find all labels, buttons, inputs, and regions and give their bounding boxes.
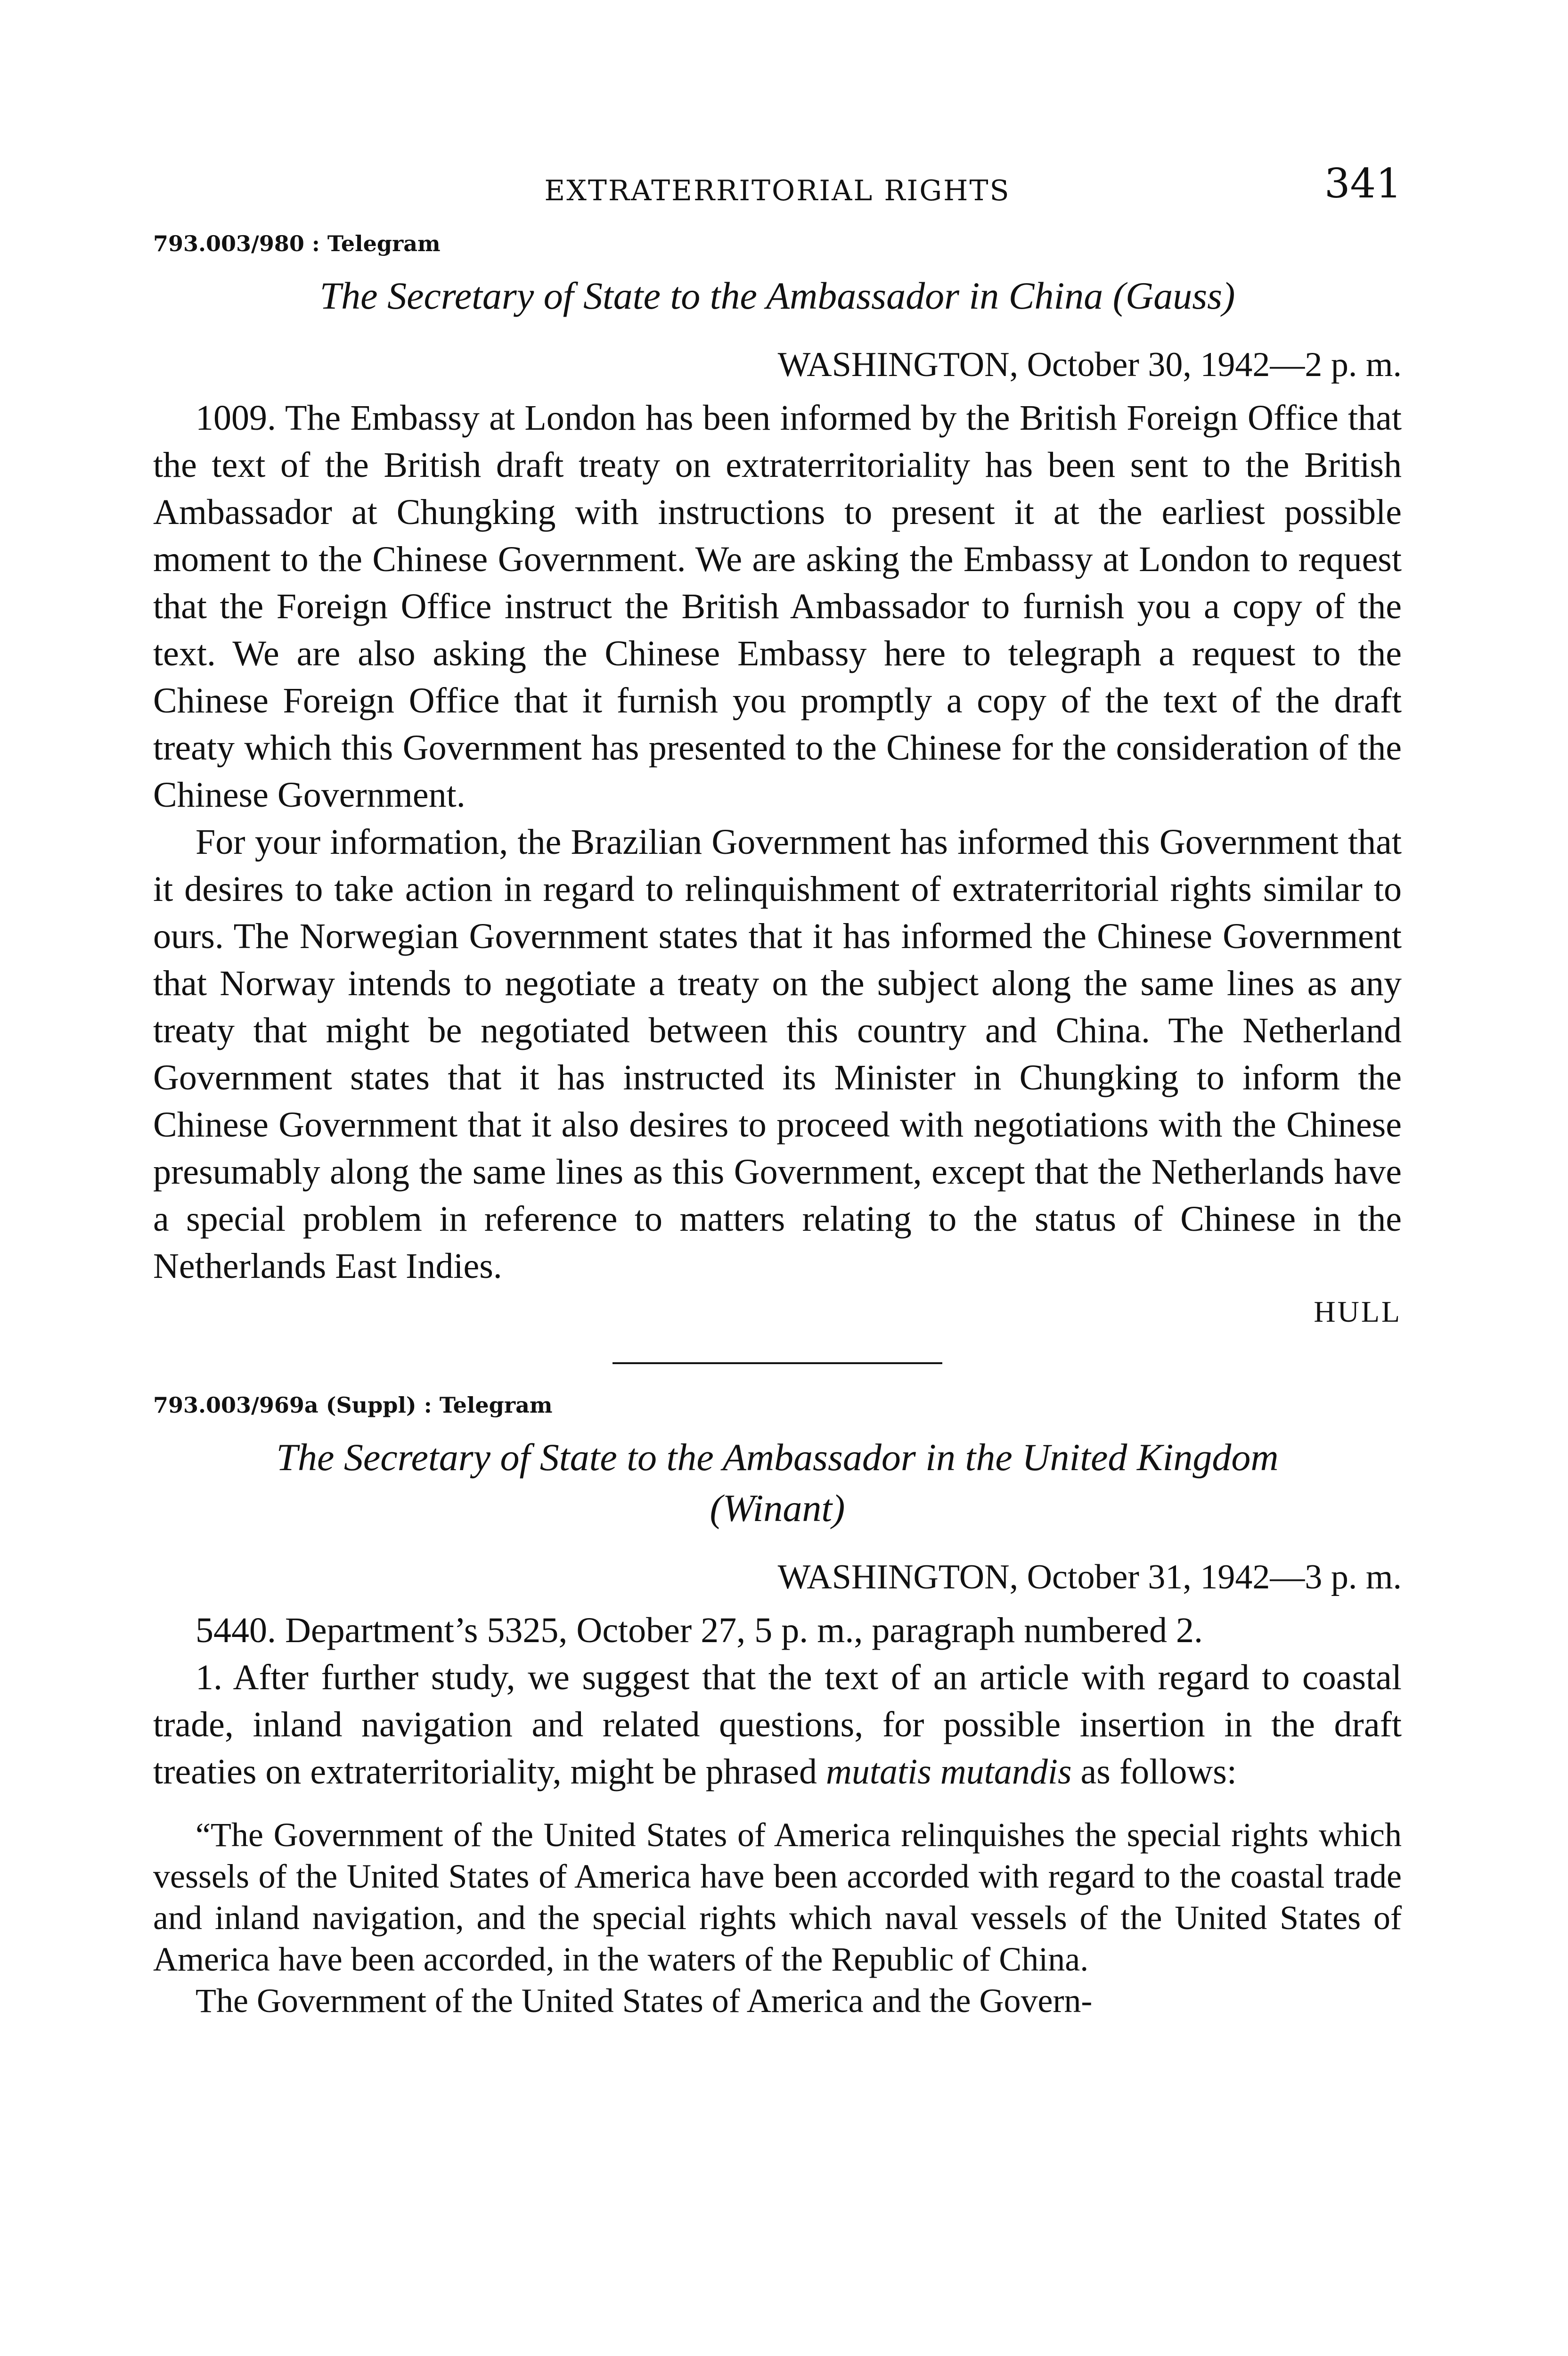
dateline: WASHINGTON, October 30, 1942—2 p. m. — [777, 345, 1402, 384]
page-number: 341 — [1324, 160, 1402, 207]
paragraph — [153, 1654, 1402, 1795]
paragraph-text: as follows: — [1071, 1752, 1237, 1792]
document-title — [153, 1432, 1402, 1534]
document-title: The Secretary of State to the Ambassador in China (Gauss) — [319, 274, 1235, 317]
running-header — [153, 160, 1402, 212]
document-title-line: The Secretary of State to the Ambassador in the United Kingdom — [276, 1436, 1279, 1479]
paragraph: For your information, the Brazilian Government has informed this Government that it desires to take action in regard to relinquishment of extraterritorial rights similar to ours. The Norwegian Government states that it has informed the Chinese Government that Norway intends to negotiate a treaty on the subject along the same lines as any treaty that might be negotiated between this country and China. The Netherland Government states that it has instructed its Minister in Chungking to inform the Chinese Government that it also desires to proceed with negotiations with the Chinese presumably along the same lines as this Government, except that the Netherlands have a special problem in reference to matters relating to the status of Chinese in the Netherlands East Indies. — [153, 822, 1402, 1286]
running-title: EXTRATERRITORIAL RIGHTS — [544, 174, 1011, 207]
signature: HULL — [1314, 1295, 1402, 1328]
quoted-article: The Government of the United States of America and the Govern- — [196, 1982, 1093, 2020]
quoted-article: “The Government of the United States of America relinquishes the special rights which vessels of the United States of America have been accorded with regard to the coastal trade and inland navigation, and the special rights which naval vessels of the United States of America have been accorded, in the waters of the Republic of China. — [153, 1816, 1402, 1978]
dateline: WASHINGTON, October 31, 1942—3 p. m. — [777, 1558, 1402, 1596]
file-reference: 793.003/969a (Suppl) : Telegram — [153, 1392, 553, 1418]
file-reference: 793.003/980 : Telegram — [153, 231, 441, 256]
latin-phrase: mutatis mutandis — [826, 1752, 1072, 1792]
paragraph: 5440. Department’s 5325, October 27, 5 p. m., paragraph numbered 2. — [196, 1611, 1203, 1650]
paragraph: 1009. The Embassy at London has been informed by the British Foreign Office that the text of the British draft treaty on extraterritoriality has been sent to the British Ambassador at Chungking with instructions to present it at the earliest possible moment to the Chinese Government. We are asking the Embassy at London to request that the Foreign Office instruct the British Ambassador to furnish you a copy of the text. We are also asking the Chinese Embassy here to telegraph a request to the Chinese Foreign Office that it furnish you promptly a copy of the text of the draft treaty which this Government has presented to the Chinese for the consideration of the Chinese Government. — [153, 398, 1402, 815]
section-divider — [612, 1362, 942, 1364]
paragraph-text: 1. After further study, we suggest that the text of an article with regard to coastal trade, inland navigation and related questions, for possible insertion in the draft treaties on extraterritoriality, might be phrased — [153, 1658, 1402, 1792]
telegram-1 — [153, 231, 1402, 1329]
document-title-line: (Winant) — [710, 1487, 845, 1530]
telegram-2 — [153, 1392, 1402, 2021]
document-page — [153, 160, 1402, 2021]
